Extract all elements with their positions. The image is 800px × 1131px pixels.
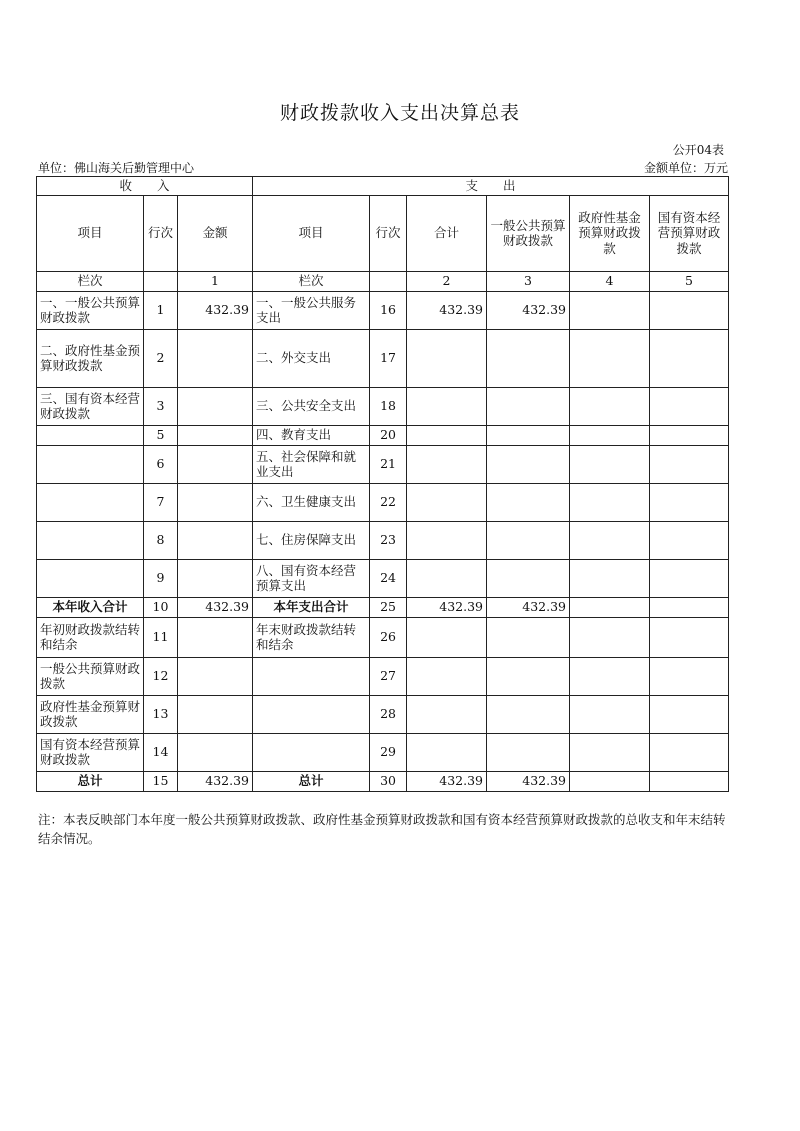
income-section-header: 收 入 xyxy=(37,177,253,196)
expense-item xyxy=(253,695,370,733)
income-item: 一、一般公共预算财政拨款 xyxy=(37,291,144,329)
income-item xyxy=(37,559,144,597)
table-row xyxy=(37,617,729,657)
expense-gov-fund xyxy=(570,291,650,329)
expense-gov-fund xyxy=(570,597,650,617)
expense-row-no: 25 xyxy=(370,597,407,617)
expense-row-no: 27 xyxy=(370,657,407,695)
income-row-no: 1 xyxy=(144,291,178,329)
expense-gov-fund xyxy=(570,329,650,387)
expense-gov-fund xyxy=(570,771,650,791)
expense-item: 二、外交支出 xyxy=(253,329,370,387)
income-row-no: 6 xyxy=(144,445,178,483)
income-item xyxy=(37,445,144,483)
expense-row-no: 29 xyxy=(370,733,407,771)
table-row xyxy=(37,425,729,445)
income-amount: 432.39 xyxy=(178,597,253,617)
income-amount xyxy=(178,425,253,445)
expense-row-no: 22 xyxy=(370,483,407,521)
income-item: 政府性基金预算财政拨款 xyxy=(37,695,144,733)
expense-total: 432.39 xyxy=(407,771,487,791)
expense-gov-fund xyxy=(570,617,650,657)
page-title: 财政拨款收入支出决算总表 xyxy=(279,102,520,124)
expense-gov-fund xyxy=(570,521,650,559)
table-row xyxy=(37,695,729,733)
income-amount: 432.39 xyxy=(178,291,253,329)
expense-total xyxy=(407,559,487,597)
col-header-item: 项目 xyxy=(37,195,144,271)
budget-summary-table xyxy=(36,176,729,792)
table-row xyxy=(37,657,729,695)
col-index-3: 3 xyxy=(487,271,570,291)
expense-row-no: 21 xyxy=(370,445,407,483)
expense-general xyxy=(487,695,570,733)
table-row xyxy=(37,483,729,521)
income-item: 年初财政拨款结转和结余 xyxy=(37,617,144,657)
expense-total: 432.39 xyxy=(407,597,487,617)
expense-row-no: 16 xyxy=(370,291,407,329)
expense-row-no: 17 xyxy=(370,329,407,387)
money-unit: 金额单位：万元 xyxy=(643,161,728,175)
income-amount xyxy=(178,657,253,695)
table-row xyxy=(37,445,729,483)
expense-general xyxy=(487,617,570,657)
expense-general xyxy=(487,733,570,771)
reporting-unit: 单位：佛山海关后勤管理中心 xyxy=(38,161,195,175)
col-index-5: 5 xyxy=(650,271,729,291)
income-amount xyxy=(178,329,253,387)
income-amount xyxy=(178,445,253,483)
expense-item xyxy=(253,733,370,771)
table-row xyxy=(37,733,729,771)
col-index-label-expense: 栏次 xyxy=(253,271,370,291)
expense-state-capital xyxy=(650,617,729,657)
income-item: 本年收入合计 xyxy=(37,597,144,617)
income-row-no: 15 xyxy=(144,771,178,791)
table-row xyxy=(37,291,729,329)
expense-general xyxy=(487,657,570,695)
expense-row-no: 24 xyxy=(370,559,407,597)
expense-item: 六、卫生健康支出 xyxy=(253,483,370,521)
expense-gov-fund xyxy=(570,559,650,597)
expense-item: 本年支出合计 xyxy=(253,597,370,617)
expense-gov-fund xyxy=(570,387,650,425)
expense-total xyxy=(407,733,487,771)
expense-item: 一、一般公共服务支出 xyxy=(253,291,370,329)
income-row-no: 2 xyxy=(144,329,178,387)
income-row-no: 13 xyxy=(144,695,178,733)
expense-gov-fund xyxy=(570,483,650,521)
expense-state-capital xyxy=(650,425,729,445)
expense-item: 五、社会保障和就业支出 xyxy=(253,445,370,483)
expense-item xyxy=(253,657,370,695)
income-row-no: 11 xyxy=(144,617,178,657)
col-index-1: 1 xyxy=(178,271,253,291)
income-item: 二、政府性基金预算财政拨款 xyxy=(37,329,144,387)
expense-row-no: 18 xyxy=(370,387,407,425)
expense-row-no: 23 xyxy=(370,521,407,559)
income-row-no: 3 xyxy=(144,387,178,425)
expense-total xyxy=(407,695,487,733)
expense-total xyxy=(407,387,487,425)
col-header-general-budget: 一般公共预算财政拨款 xyxy=(487,195,570,271)
expense-item: 四、教育支出 xyxy=(253,425,370,445)
income-row-no: 12 xyxy=(144,657,178,695)
expense-state-capital xyxy=(650,387,729,425)
expense-state-capital xyxy=(650,695,729,733)
table-row xyxy=(37,597,729,617)
expense-general xyxy=(487,559,570,597)
expense-general xyxy=(487,483,570,521)
table-row xyxy=(37,387,729,425)
col-header-gov-fund: 政府性基金预算财政拨款 xyxy=(570,195,650,271)
income-amount xyxy=(178,617,253,657)
expense-row-no: 28 xyxy=(370,695,407,733)
table-row xyxy=(37,329,729,387)
income-amount: 432.39 xyxy=(178,771,253,791)
income-amount xyxy=(178,483,253,521)
expense-general: 432.39 xyxy=(487,771,570,791)
expense-state-capital xyxy=(650,733,729,771)
income-item: 总计 xyxy=(37,771,144,791)
expense-state-capital xyxy=(650,771,729,791)
expense-item: 年末财政拨款结转和结余 xyxy=(253,617,370,657)
col-index-label: 栏次 xyxy=(37,271,144,291)
expense-gov-fund xyxy=(570,425,650,445)
expense-general: 432.39 xyxy=(487,597,570,617)
table-row xyxy=(37,559,729,597)
expense-row-no: 26 xyxy=(370,617,407,657)
expense-total xyxy=(407,521,487,559)
expense-item: 七、住房保障支出 xyxy=(253,521,370,559)
expense-state-capital xyxy=(650,559,729,597)
footnote: 注：本表反映部门本年度一般公共预算财政拨款、政府性基金预算财政拨款和国有资本经营预算财政拨款的总收支和年末结转结余情况。 xyxy=(38,812,726,847)
table-row xyxy=(37,521,729,559)
col-header-state-capital: 国有资本经营预算财政拨款 xyxy=(650,195,729,271)
expense-total xyxy=(407,445,487,483)
income-amount xyxy=(178,733,253,771)
col-header-amount: 金额 xyxy=(178,195,253,271)
expense-general xyxy=(487,445,570,483)
col-header-row-no: 行次 xyxy=(144,195,178,271)
expense-state-capital xyxy=(650,291,729,329)
expense-total xyxy=(407,483,487,521)
income-item: 一般公共预算财政拨款 xyxy=(37,657,144,695)
income-item xyxy=(37,425,144,445)
col-index-blank-expense xyxy=(370,271,407,291)
expense-total xyxy=(407,657,487,695)
expense-section-header: 支 出 xyxy=(253,177,729,196)
col-index-4: 4 xyxy=(570,271,650,291)
form-number: 公开04表 xyxy=(672,143,724,157)
income-row-no: 9 xyxy=(144,559,178,597)
expense-state-capital xyxy=(650,597,729,617)
income-amount xyxy=(178,521,253,559)
expense-gov-fund xyxy=(570,695,650,733)
income-row-no: 5 xyxy=(144,425,178,445)
expense-total xyxy=(407,329,487,387)
col-index-2: 2 xyxy=(407,271,487,291)
income-item xyxy=(37,521,144,559)
col-header-row-no-expense: 行次 xyxy=(370,195,407,271)
expense-state-capital xyxy=(650,521,729,559)
expense-state-capital xyxy=(650,483,729,521)
expense-total xyxy=(407,425,487,445)
income-row-no: 14 xyxy=(144,733,178,771)
expense-total: 432.39 xyxy=(407,291,487,329)
expense-item: 八、国有资本经营预算支出 xyxy=(253,559,370,597)
expense-state-capital xyxy=(650,657,729,695)
expense-general: 432.39 xyxy=(487,291,570,329)
income-row-no: 7 xyxy=(144,483,178,521)
expense-gov-fund xyxy=(570,733,650,771)
income-row-no: 10 xyxy=(144,597,178,617)
expense-row-no: 20 xyxy=(370,425,407,445)
expense-general xyxy=(487,387,570,425)
income-item: 国有资本经营预算财政拨款 xyxy=(37,733,144,771)
col-header-item-expense: 项目 xyxy=(253,195,370,271)
expense-state-capital xyxy=(650,445,729,483)
expense-general xyxy=(487,521,570,559)
col-index-blank xyxy=(144,271,178,291)
expense-item: 总计 xyxy=(253,771,370,791)
expense-gov-fund xyxy=(570,657,650,695)
expense-item: 三、公共安全支出 xyxy=(253,387,370,425)
expense-general xyxy=(487,425,570,445)
expense-gov-fund xyxy=(570,445,650,483)
expense-row-no: 30 xyxy=(370,771,407,791)
income-row-no: 8 xyxy=(144,521,178,559)
expense-total xyxy=(407,617,487,657)
expense-general xyxy=(487,329,570,387)
table-row xyxy=(37,771,729,791)
income-item: 三、国有资本经营财政拨款 xyxy=(37,387,144,425)
col-header-total: 合计 xyxy=(407,195,487,271)
expense-state-capital xyxy=(650,329,729,387)
income-amount xyxy=(178,387,253,425)
income-item xyxy=(37,483,144,521)
income-amount xyxy=(178,559,253,597)
income-amount xyxy=(178,695,253,733)
